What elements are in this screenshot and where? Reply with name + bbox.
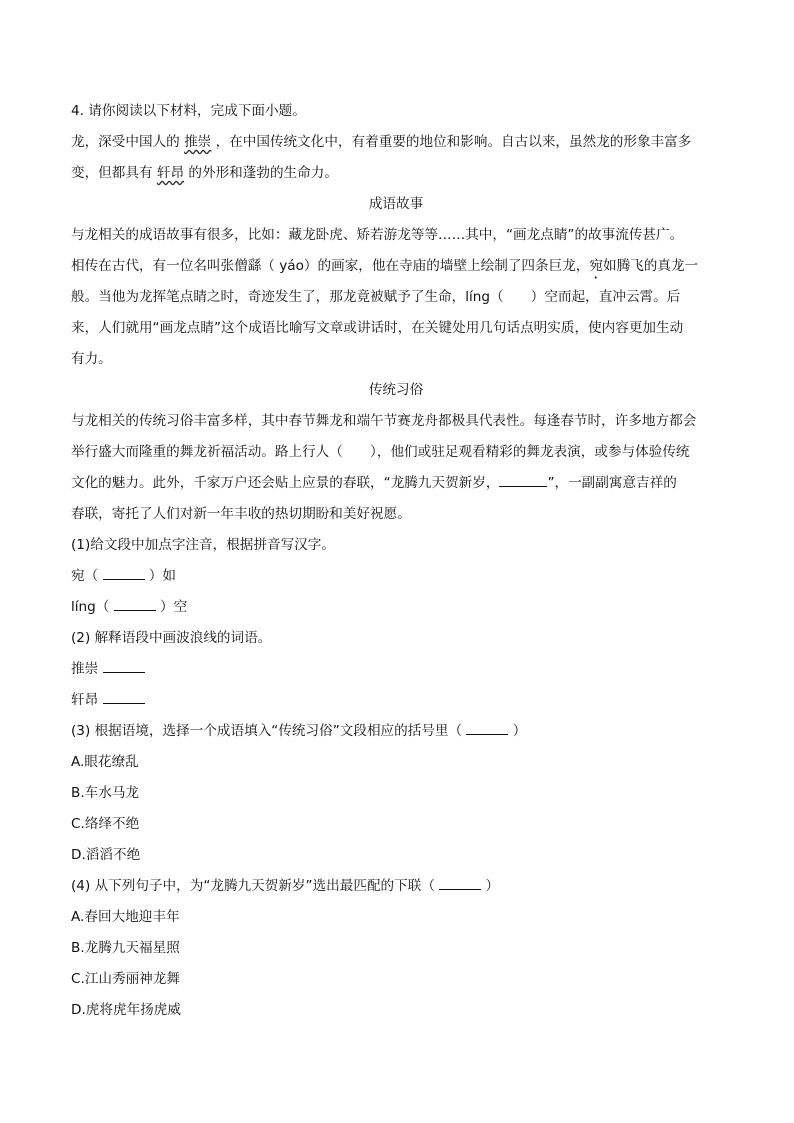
section-heading-customs: 传统习俗 [368,382,424,398]
answer-blank-q4[interactable] [439,875,481,890]
dotted-char-wan: 宛 [589,258,603,274]
q4-option-d[interactable]: D.虎将虎年扬虎威 [71,1002,181,1018]
section1-line-5: 有力。 [71,351,112,367]
q4-prompt-text: (4) 从下列句子中，为“龙腾九天贺新岁”选出最匹配的下联（ [71,878,440,894]
q2-item-b-label: 轩昂 [71,692,103,708]
q3-option-b[interactable]: B.车水马龙 [71,785,140,801]
q4-prompt-suffix: ） [481,878,500,894]
section1-line-4: 来，人们就用“画龙点睛”这个成语比喻写文章或讲话时，在关键处用几句话点明实质，使内容更加生动 [71,320,684,336]
answer-blank-q3[interactable] [466,720,508,735]
section2-line-4: 春联，寄托了人们对新一年丰收的热切期盼和美好祝愿。 [71,506,411,522]
couplet-blank[interactable] [499,472,547,487]
intro-line-1 [71,127,721,158]
q1-item-a [71,561,721,592]
q3-option-a[interactable]: A.眼花缭乱 [71,754,139,770]
answer-blank-q2a[interactable] [103,658,145,673]
wavy-word-tuichong: 推崇 [184,134,212,150]
section1-line-3: 般。当他为龙挥笔点睛之时，奇迹发生了，那龙竟被赋予了生命，líng（ ）空而起，直冲云霄。后 [71,289,681,305]
section-heading-idiom-story: 成语故事 [368,196,424,212]
section1-line-2 [71,251,721,282]
q3-prompt-suffix: ） [508,723,527,739]
q1-item-a-label: 宛（ [71,568,103,584]
q3-prompt [71,716,721,747]
q4-option-a[interactable]: A.春回大地迎丰年 [71,909,180,925]
answer-blank-q1a[interactable] [103,565,145,580]
section2-line-3 [71,468,721,499]
section1-text: 如腾飞的真龙一 [602,258,699,274]
q4-prompt [71,871,721,902]
section2-text: 文化的魅力。此外，千家万户还会贴上应景的春联，“龙腾九天贺新岁， [71,475,500,491]
answer-blank-q2b[interactable] [103,689,145,704]
q1-prompt: (1)给文段中加点字注音，根据拼音写汉字。 [71,537,335,553]
section1-line-1: 与龙相关的成语故事有很多，比如：藏龙卧虎、矫若游龙等等……其中，“画龙点睛”的故事流传甚广。 [71,227,684,243]
q4-option-b[interactable]: B.龙腾九天福星照 [71,940,180,956]
answer-blank-q1b[interactable] [114,596,156,611]
intro-text: 变，但都具有 [71,165,157,181]
wavy-word-xuanang: 轩昂 [156,165,185,181]
question-page [71,96,721,1026]
q4-option-c[interactable]: C.江山秀丽神龙舞 [71,971,180,987]
q1-item-a-suffix: ）如 [144,568,177,584]
q1-item-b-label: líng（ [71,599,114,615]
section2-line-2: 举行盛大而隆重的舞龙祈福活动。路上行人（ ），他们或驻足观看精彩的舞龙表演，或参与体验传统 [71,444,690,460]
section2-line-1: 与龙相关的传统习俗丰富多样，其中春节舞龙和端午节赛龙舟都极具代表性。每逢春节时，许多地方都会 [71,413,697,429]
intro-line-2 [71,158,721,189]
q3-prompt-text: (3) 根据语境，选择一个成语填入“传统习俗”文段相应的括号里（ [71,723,467,739]
section2-text: ”，一副副寓意吉祥的 [547,475,677,491]
intro-text: 龙，深受中国人的 [71,134,185,150]
intro-text: 的外形和蓬勃的生命力。 [184,165,338,181]
q2-item-a-label: 推崇 [71,661,103,677]
q3-option-c[interactable]: C.络绎不绝 [71,816,140,832]
q2-item-a [71,654,721,685]
q3-option-d[interactable]: D.滔滔不绝 [71,847,141,863]
question-title: 4. 请你阅读以下材料，完成下面小题。 [71,103,306,119]
intro-text: ，在中国传统文化中，有着重要的地位和影响。自古以来，虽然龙的形象丰富多 [211,134,692,150]
q1-item-b [71,592,721,623]
q2-item-b [71,685,721,716]
q2-prompt: (2) 解释语段中画波浪线的词语。 [71,630,272,646]
section1-text: 相传在古代，有一位名叫张僧繇（ yáo）的画家，他在寺庙的墙壁上绘制了四条巨龙， [71,258,590,274]
q1-item-b-suffix: ）空 [155,599,188,615]
